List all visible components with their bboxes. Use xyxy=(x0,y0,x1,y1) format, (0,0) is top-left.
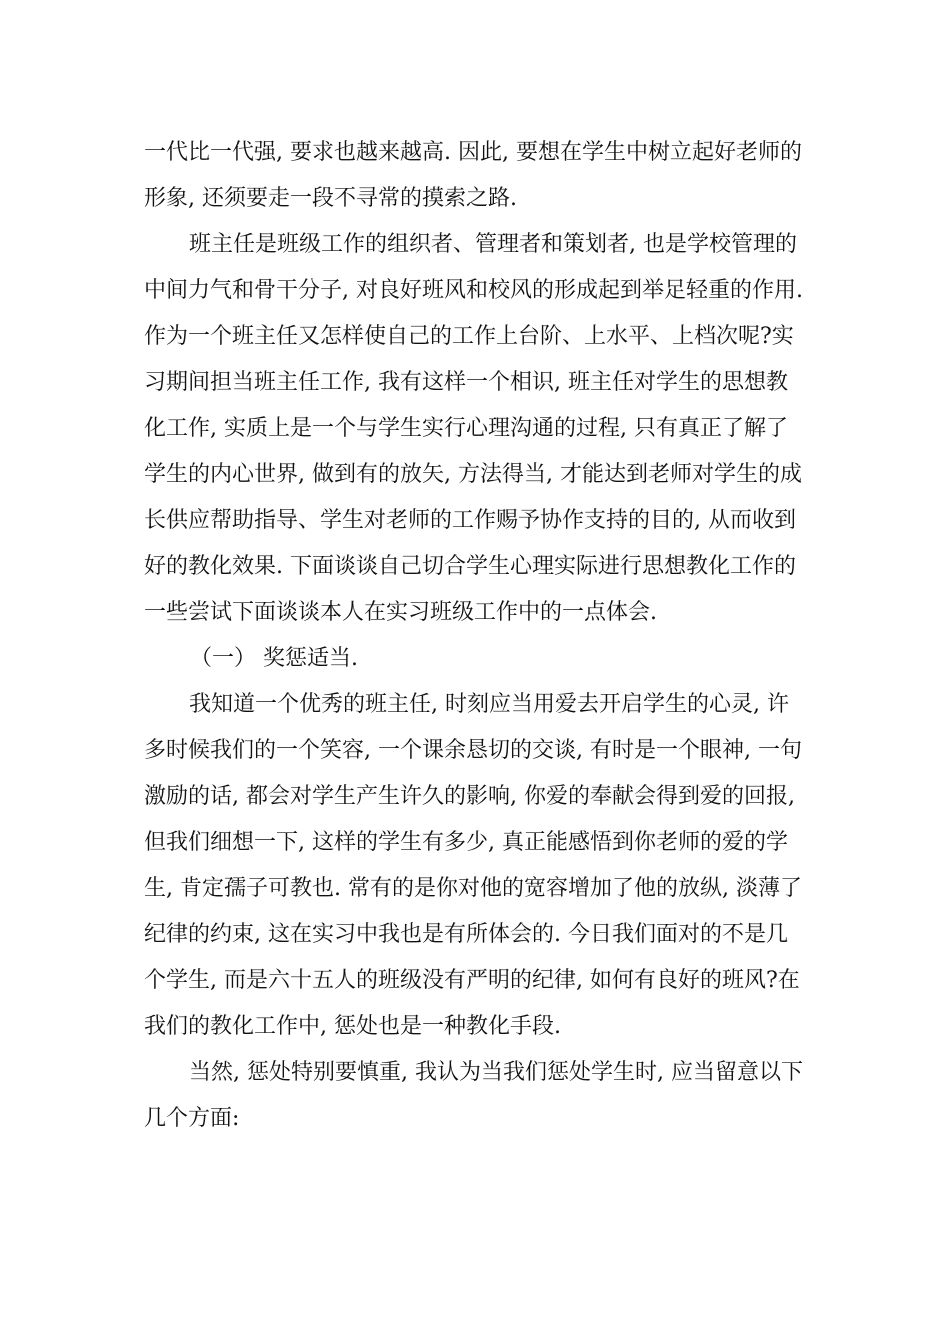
text-line: 化工作, 实质上是一个与学生实行心理沟通的过程, 只有真正了解了 xyxy=(144,416,788,441)
text-line: 作为一个班主任又怎样使自己的工作上台阶、上水平、上档次呢?实 xyxy=(144,324,794,349)
text-line: 形象, 还须要走一段不寻常的摸索之路. xyxy=(144,186,517,211)
text-line: 几个方面: xyxy=(144,1106,240,1131)
text-line: 生, 肯定孺子可教也. 常有的是你对他的宽容增加了他的放纵, 淡薄了 xyxy=(144,876,802,901)
text-line: 习期间担当班主任工作, 我有这样一个相识, 班主任对学生的思想教 xyxy=(144,370,788,395)
text-line: 多时候我们的一个笑容, 一个课余恳切的交谈, 有时是一个眼神, 一句 xyxy=(144,738,802,763)
text-line: 中间力气和骨干分子, 对良好班风和校风的形成起到举足轻重的作用. xyxy=(144,278,803,303)
paragraph-love-and-discipline xyxy=(144,682,806,1050)
text-line: 纪律的约束, 这在实习中我也是有所体会的. 今日我们面对的不是几 xyxy=(144,922,788,947)
paragraph-class-teacher-role xyxy=(144,222,806,636)
text-line: 长供应帮助指导、学生对老师的工作赐予协作支持的目的, 从而收到 xyxy=(144,508,796,533)
text-line: 我知道一个优秀的班主任, 时刻应当用爱去开启学生的心灵, 许 xyxy=(189,692,789,717)
text-line: 当然, 惩处特别要慎重, 我认为当我们惩处学生时, 应当留意以下 xyxy=(189,1060,803,1085)
paragraph-intro-continuation xyxy=(144,130,806,222)
text-line: 我们的教化工作中, 惩处也是一种教化手段. xyxy=(144,1014,561,1039)
document-page xyxy=(144,130,806,1142)
text-line: 但我们细想一下, 这样的学生有多少, 真正能感悟到你老师的爱的学 xyxy=(144,830,788,855)
text-line: 班主任是班级工作的组织者、管理者和策划者, 也是学校管理的 xyxy=(189,232,797,257)
section-heading: （一） 奖惩适当. xyxy=(190,646,358,671)
text-line: 一代比一代强, 要求也越来越高. 因此, 要想在学生中树立起好老师的 xyxy=(144,140,802,165)
text-line: 一些尝试下面谈谈本人在实习班级工作中的一点体会. xyxy=(144,600,657,625)
text-line: 激励的话, 都会对学生产生许久的影响, 你爱的奉献会得到爱的回报, xyxy=(144,784,795,809)
text-line: 好的教化效果. 下面谈谈自己切合学生心理实际进行思想教化工作的 xyxy=(144,554,796,579)
text-line: 学生的内心世界, 做到有的放矢, 方法得当, 才能达到老师对学生的成 xyxy=(144,462,802,487)
text-line: 个学生, 而是六十五人的班级没有严明的纪律, 如何有良好的班风?在 xyxy=(144,968,800,993)
paragraph-punishment-caution xyxy=(144,1050,806,1142)
